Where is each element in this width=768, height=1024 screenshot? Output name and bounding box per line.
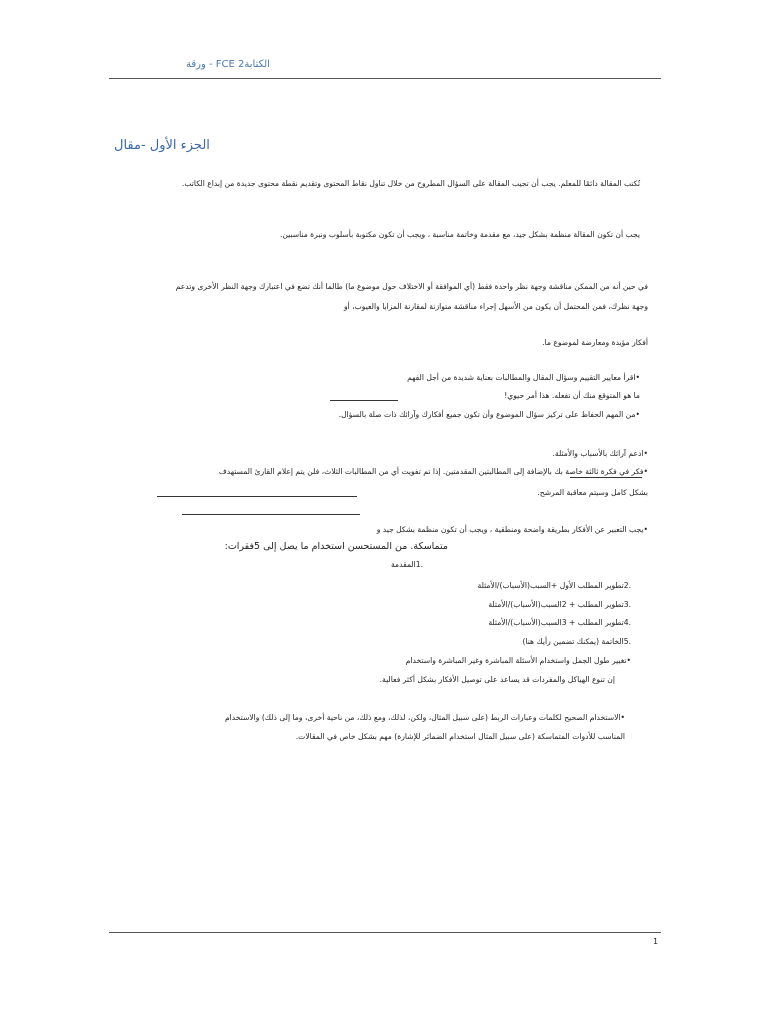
bullet-focus: •من المهم الحفاظ على تركيز سؤال الموضوع وأن تكون جميع أفكارك وآرائك ذات صلة بالسؤال. (338, 410, 640, 419)
running-header: ورقة - FCE 2الكتابة (186, 59, 270, 70)
footer-rule (109, 932, 661, 933)
list-item-prompt-1: .2تطوير المطلب الأول +السبب(الأسباب)/الأمثلة (477, 581, 631, 590)
underline-mark-1 (330, 400, 398, 401)
header-rule (109, 78, 661, 79)
list-item-conclusion: .5الخاتمة (يمكنك تضمين رأيك هنا) (522, 637, 631, 646)
bullet-third-idea: •فكر في فكرة ثالثة خاصة بك بالإضافة إلى المطالبتين المقدمتين. إذا تم تفويت أي من المطالبات الثلاث، فلن يتم إعلام القارئ المستهدف (218, 467, 648, 476)
bullet-read-criteria-cont: ما هو المتوقع منك أن تفعله. هذا أمر حيوي! (504, 391, 640, 400)
bullet-organisation: •يجب التعبير عن الأفكار بطريقة واضحة ومنطقية ، ويجب أن تكون منظمة بشكل جيد و (376, 525, 648, 534)
paragraph-line-1: تُكتب المقالة دائمًا للمعلم. يجب أن تجيب المقالة على السؤال المطروح من خلال تناول نقاط المحتوى وتقديم نقطة محتوى جديدة من إبداع الكاتب. (181, 179, 640, 188)
underline-mark-2 (570, 477, 642, 478)
underline-mark-4 (182, 514, 360, 515)
bullet-sentence-length: •تغيير طول الجمل واستخدام الأسئلة المباشرة وغير المباشرة واستخدام (405, 656, 631, 665)
paragraph-line-2: يجب أن تكون المقالة منظمة بشكل جيد، مع مقدمة وخاتمة مناسبة ، ويجب أن تكون مكتوبة بأسلوب ونبرة مناسبين. (279, 230, 640, 239)
paragraph-line-3: في حين أنه من الممكن مناقشة وجهة نظر واحدة فقط (أي الموافقة أو الاختلاف حول موضوع ما) طالما أنك تضع في اعتبارك وجهة النظر الأخرى وتدعم (175, 282, 648, 291)
bullet-sentence-length-cont: إن تنوع الهياكل والمفردات قد يساعد على توصيل الأفكار بشكل أكثر فعالية. (379, 675, 615, 684)
page-number: 1 (653, 937, 659, 946)
paragraph-count-line: متماسكة. من المستحسن استخدام ما يصل إلى 5فقرات: (224, 541, 448, 552)
bullet-read-criteria: •اقرأ معايير التقييم وسؤال المقال والمطالبات بعناية شديدة من أجل الفهم (407, 373, 640, 382)
list-item-prompt-3: .4تطوير المطلب + 3السبب(الأسباب)/الأمثلة (488, 618, 631, 627)
paragraph-line-5: أفكار مؤيدة ومعارضة لموضوع ما. (542, 338, 648, 347)
list-item-introduction: .1المقدمة (390, 560, 423, 569)
bullet-support-opinions: •ادعم آرائك بالأسباب والأمثلة. (552, 449, 648, 458)
paragraph-line-4: وجهة نظرك، فمن المحتمل أن يكون من الأسهل إجراء مناقشة متوازنة لمقارنة المزايا والعيوب، أو (344, 302, 648, 311)
list-item-prompt-2: .3تطوير المطلب + 2السبب(الأسباب)/الأمثلة (488, 600, 631, 609)
bullet-third-idea-cont: بشكل كامل وسيتم معاقبة المرشح. (537, 488, 648, 497)
underline-mark-3 (157, 496, 357, 497)
bullet-linking-words: •الاستخدام الصحيح لكلمات وعبارات الربط (على سبيل المثال، ولكن، لذلك، ومع ذلك، من ناحية أخرى، وما إلى ذلك) والاستخدام (224, 713, 625, 722)
bullet-linking-words-cont: المناسب للأدوات المتماسكة (على سبيل المثال استخدام الضمائر للإشارة) مهم بشكل خاص في المقالات. (295, 732, 625, 741)
section-title: الجزء الأول -مقال (114, 138, 210, 153)
